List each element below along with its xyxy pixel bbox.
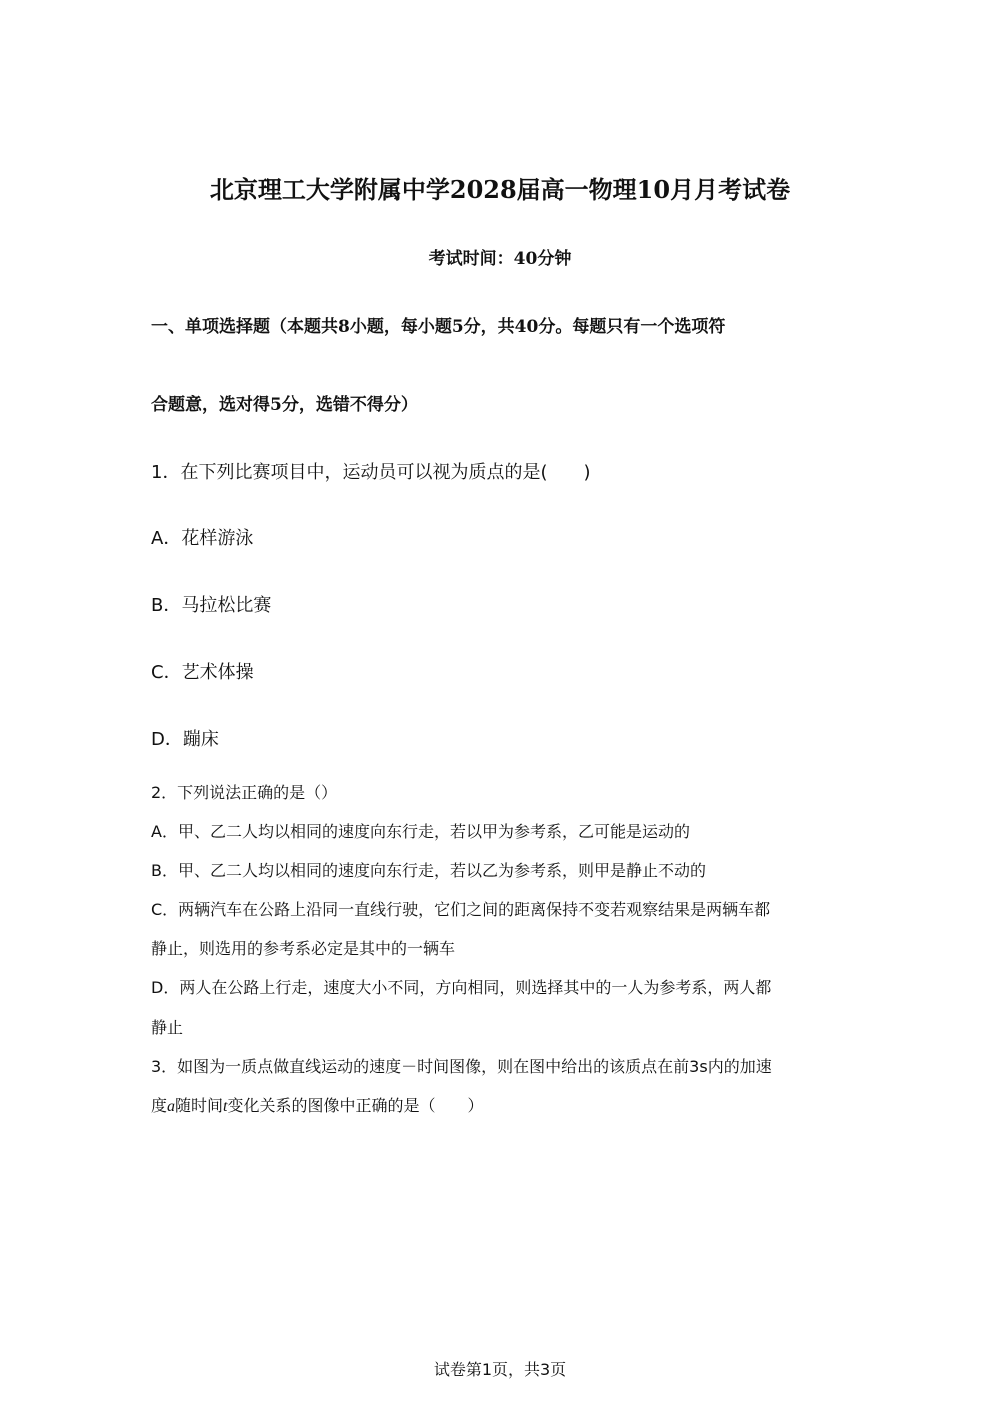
section-header-line1: 一、单项选择题（本题共8小题，每小题5分，共40分。每题只有一个选项符 xyxy=(151,317,726,337)
section-header-line2: 合题意，选对得5分，选错不得分） xyxy=(151,395,418,415)
question-2-stem: 2．下列说法正确的是（） xyxy=(151,783,338,802)
question-1-option-c: C．艺术体操 xyxy=(151,662,254,683)
question-3-stem-line1: 3．如图为一质点做直线运动的速度－时间图像，则在图中给出的该质点在前3s内的加速 xyxy=(151,1057,772,1076)
question-2-option-b: B．甲、乙二人均以相同的速度向东行走，若以乙为参考系，则甲是静止不动的 xyxy=(151,861,706,880)
exam-time: 考试时间：40分钟 xyxy=(428,249,572,269)
question-1-option-d: D．蹦床 xyxy=(151,729,219,750)
question-2-option-c-line2: 静止，则选用的参考系必定是其中的一辆车 xyxy=(151,939,456,958)
question-2-option-a: A．甲、乙二人均以相同的速度向东行走，若以甲为参考系，乙可能是运动的 xyxy=(151,822,690,841)
question-1-option-b: B．马拉松比赛 xyxy=(151,595,272,616)
question-1-option-a: A．花样游泳 xyxy=(151,528,254,549)
variable-t: t xyxy=(223,1098,228,1115)
page-title: 北京理工大学附属中学2028届高一物理10月月考试卷 xyxy=(209,175,791,204)
page-footer: 试卷第1页，共3页 xyxy=(433,1360,567,1379)
question-1-stem: 1．在下列比赛项目中，运动员可以视为质点的是( ) xyxy=(151,462,591,483)
question-3-text-c: 变化关系的图像中正确的是（ ） xyxy=(227,1096,484,1115)
question-2-option-d-line1: D．两人在公路上行走，速度大小不同，方向相同，则选择其中的一人为参考系，两人都 xyxy=(151,978,772,997)
variable-a: a xyxy=(167,1098,176,1115)
question-3-text-b: 随时间 xyxy=(175,1096,224,1115)
question-3-text-a: 度 xyxy=(151,1096,168,1115)
question-3-stem-line2 xyxy=(151,1093,484,1116)
question-2-option-d-line2: 静止 xyxy=(151,1018,184,1037)
question-2-option-c-line1: C．两辆汽车在公路上沿同一直线行驶，它们之间的距离保持不变若观察结果是两辆车都 xyxy=(151,900,771,919)
